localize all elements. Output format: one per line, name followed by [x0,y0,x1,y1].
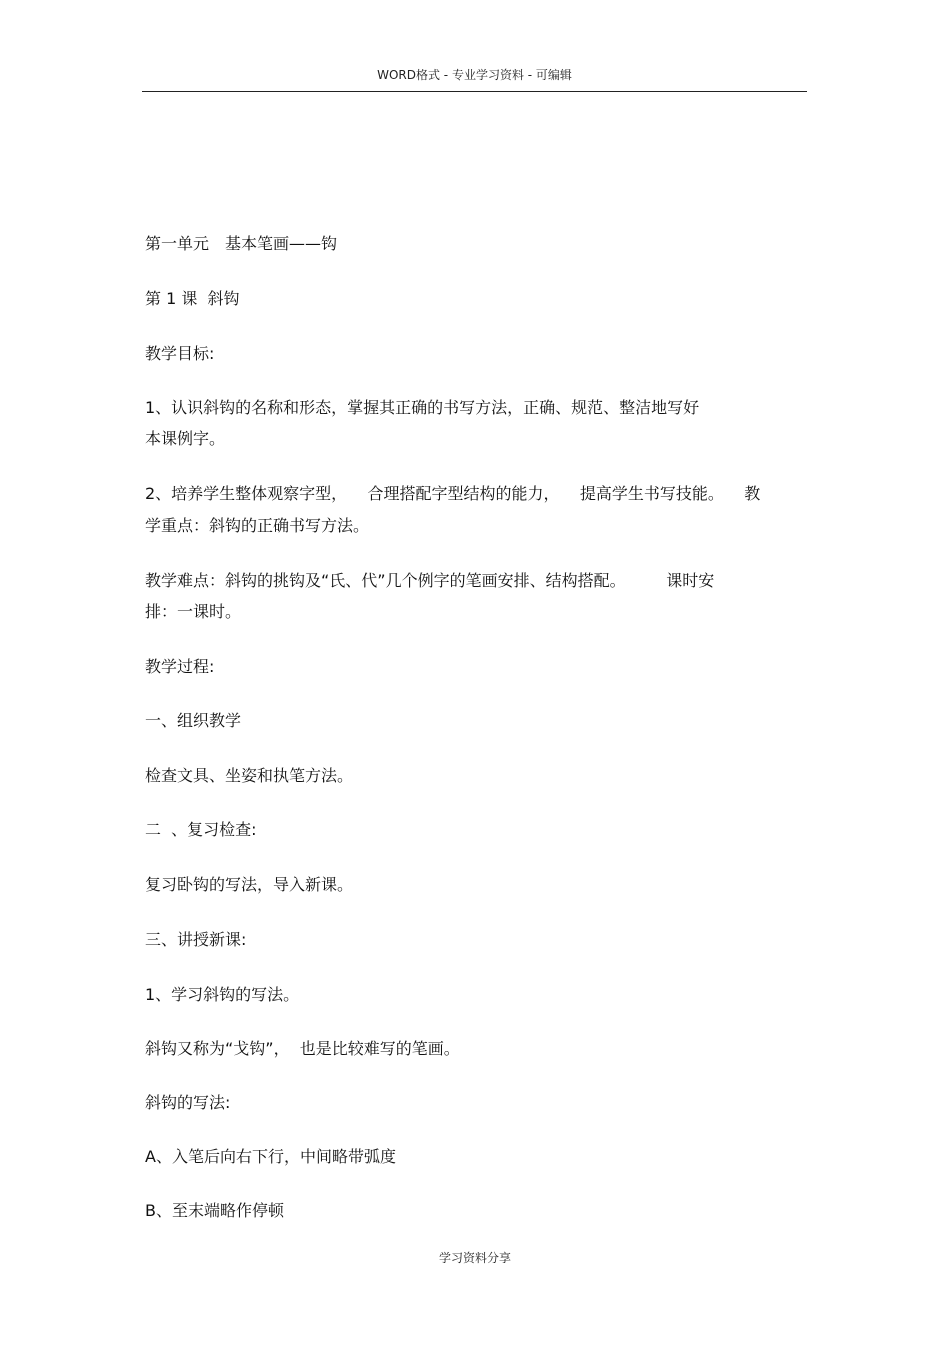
section-2-heading: 二 、复习检查: [145,820,257,839]
goal-1-line-2: 本课例字。 [145,429,226,448]
process-heading: 教学过程: [145,657,215,676]
section-3-item-1: 1、学习斜钩的写法。 [145,985,300,1004]
section-3-text-1: 斜钩又称为“戈钩”， 也是比较难写的笔画。 [145,1039,460,1058]
goal-2-line-2: 学重点：斜钩的正确书写方法。 [145,516,370,535]
header-rule [142,91,807,92]
lesson-title: 第 1 课 斜钩 [145,289,240,308]
teaching-goals-heading: 教学目标: [145,344,215,363]
goal-1-line-1: 1、认识斜钩的名称和形态，掌握其正确的书写方法，正确、规范、整洁地写好 [145,398,700,417]
difficulty-line-2: 排：一课时。 [145,602,242,621]
section-1-text: 检查文具、坐姿和执笔方法。 [145,766,354,785]
section-3-heading: 三、讲授新课: [145,930,247,949]
page-header: WORD格式 - 专业学习资料 - 可编辑 [377,68,572,82]
method-step-a: A、入笔后向右下行，中间略带弧度 [145,1147,396,1166]
page-footer: 学习资料分享 [438,1251,511,1265]
difficulty-line-1: 教学难点：斜钩的挑钩及“氏、代”几个例字的笔画安排、结构搭配。 课时安 [145,571,715,590]
section-1-heading: 一、组织教学 [145,711,242,730]
method-step-b: B、至末端略作停顿 [145,1201,284,1220]
unit-title: 第一单元 基本笔画——钩 [145,234,338,253]
section-2-text: 复习卧钩的写法，导入新课。 [145,875,354,894]
goal-2-line-1: 2、培养学生整体观察字型， 合理搭配字型结构的能力， 提高学生书写技能。 教 [145,484,761,503]
method-heading: 斜钩的写法: [145,1093,231,1112]
